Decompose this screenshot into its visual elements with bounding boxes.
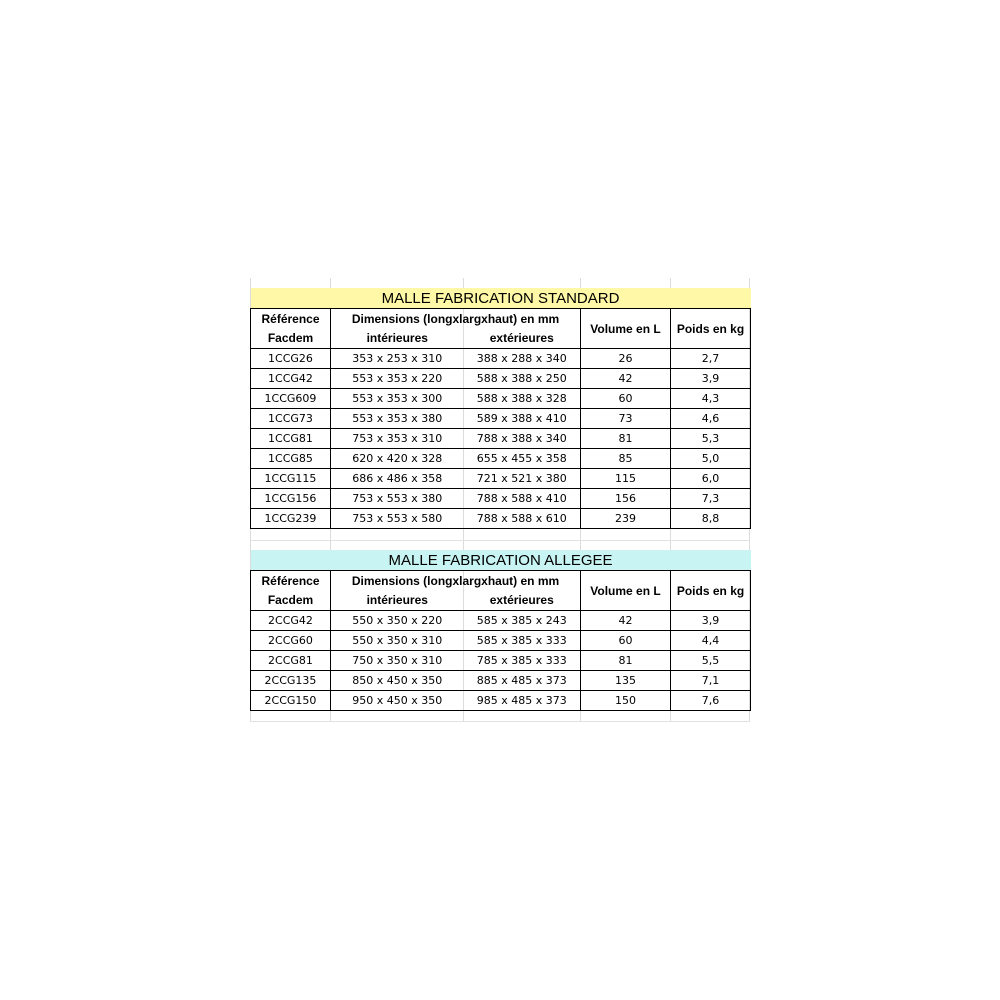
interior-dims-cell: 550 x 350 x 310 xyxy=(331,631,464,651)
table-row xyxy=(251,469,751,489)
volume-cell: 42 xyxy=(581,369,671,389)
reference-cell: 1CCG26 xyxy=(251,349,331,369)
reference-cell: 1CCG42 xyxy=(251,369,331,389)
weight-cell: 7,3 xyxy=(671,489,751,509)
exterior-dims-cell: 788 x 388 x 340 xyxy=(464,429,581,449)
header-reference-line2: Facdem xyxy=(251,329,331,349)
weight-cell: 2,7 xyxy=(671,349,751,369)
table-row xyxy=(251,651,751,671)
reference-cell: 1CCG156 xyxy=(251,489,331,509)
weight-cell: 5,5 xyxy=(671,651,751,671)
header-dims-interior: intérieures xyxy=(331,329,464,349)
header-dimensions: Dimensions (longxlargxhaut) en mm xyxy=(331,309,581,329)
exterior-dims-cell: 721 x 521 x 380 xyxy=(464,469,581,489)
exterior-dims-cell: 788 x 588 x 410 xyxy=(464,489,581,509)
interior-dims-cell: 753 x 553 x 580 xyxy=(331,509,464,529)
header-reference-line2: Facdem xyxy=(251,591,331,611)
weight-cell: 7,1 xyxy=(671,671,751,691)
table-body xyxy=(251,611,751,711)
interior-dims-cell: 686 x 486 x 358 xyxy=(331,469,464,489)
table-row xyxy=(251,349,751,369)
interior-dims-cell: 553 x 353 x 380 xyxy=(331,409,464,429)
table-row xyxy=(251,369,751,389)
reference-cell: 1CCG85 xyxy=(251,449,331,469)
reference-cell: 1CCG609 xyxy=(251,389,331,409)
exterior-dims-cell: 585 x 385 x 243 xyxy=(464,611,581,631)
volume-cell: 73 xyxy=(581,409,671,429)
interior-dims-cell: 353 x 253 x 310 xyxy=(331,349,464,369)
table-title: MALLE FABRICATION ALLEGEE xyxy=(251,550,751,571)
weight-cell: 4,3 xyxy=(671,389,751,409)
interior-dims-cell: 553 x 353 x 300 xyxy=(331,389,464,409)
header-volume: Volume en L xyxy=(581,309,671,349)
standard-table xyxy=(250,288,751,529)
weight-cell: 4,6 xyxy=(671,409,751,429)
volume-cell: 150 xyxy=(581,691,671,711)
volume-cell: 115 xyxy=(581,469,671,489)
reference-cell: 1CCG115 xyxy=(251,469,331,489)
volume-cell: 26 xyxy=(581,349,671,369)
lightweight-table xyxy=(250,550,751,711)
interior-dims-cell: 553 x 353 x 220 xyxy=(331,369,464,389)
weight-cell: 7,6 xyxy=(671,691,751,711)
table-row xyxy=(251,509,751,529)
table-row xyxy=(251,409,751,429)
volume-cell: 60 xyxy=(581,631,671,651)
weight-cell: 5,0 xyxy=(671,449,751,469)
volume-cell: 42 xyxy=(581,611,671,631)
table-row xyxy=(251,611,751,631)
interior-dims-cell: 550 x 350 x 220 xyxy=(331,611,464,631)
header-dims-exterior: extérieures xyxy=(464,591,581,611)
header-dimensions: Dimensions (longxlargxhaut) en mm xyxy=(331,571,581,591)
reference-cell: 2CCG135 xyxy=(251,671,331,691)
exterior-dims-cell: 985 x 485 x 373 xyxy=(464,691,581,711)
table-row xyxy=(251,429,751,449)
exterior-dims-cell: 589 x 388 x 410 xyxy=(464,409,581,429)
table-row xyxy=(251,691,751,711)
volume-cell: 81 xyxy=(581,651,671,671)
interior-dims-cell: 750 x 350 x 310 xyxy=(331,651,464,671)
interior-dims-cell: 850 x 450 x 350 xyxy=(331,671,464,691)
header-dims-interior: intérieures xyxy=(331,591,464,611)
interior-dims-cell: 753 x 353 x 310 xyxy=(331,429,464,449)
exterior-dims-cell: 788 x 588 x 610 xyxy=(464,509,581,529)
grid-row-line xyxy=(250,540,750,541)
reference-cell: 1CCG239 xyxy=(251,509,331,529)
table-title: MALLE FABRICATION STANDARD xyxy=(251,288,751,309)
header-reference: Référence xyxy=(251,571,331,591)
reference-cell: 2CCG60 xyxy=(251,631,331,651)
table-row xyxy=(251,671,751,691)
table-body xyxy=(251,349,751,529)
reference-cell: 1CCG73 xyxy=(251,409,331,429)
grid-row-line xyxy=(250,721,750,722)
volume-cell: 85 xyxy=(581,449,671,469)
exterior-dims-cell: 655 x 455 x 358 xyxy=(464,449,581,469)
weight-cell: 3,9 xyxy=(671,611,751,631)
weight-cell: 4,4 xyxy=(671,631,751,651)
weight-cell: 6,0 xyxy=(671,469,751,489)
reference-cell: 2CCG42 xyxy=(251,611,331,631)
volume-cell: 81 xyxy=(581,429,671,449)
header-volume: Volume en L xyxy=(581,571,671,611)
table-row xyxy=(251,389,751,409)
exterior-dims-cell: 388 x 288 x 340 xyxy=(464,349,581,369)
header-dims-exterior: extérieures xyxy=(464,329,581,349)
weight-cell: 8,8 xyxy=(671,509,751,529)
header-weight: Poids en kg xyxy=(671,309,751,349)
exterior-dims-cell: 588 x 388 x 328 xyxy=(464,389,581,409)
reference-cell: 2CCG81 xyxy=(251,651,331,671)
volume-cell: 60 xyxy=(581,389,671,409)
volume-cell: 156 xyxy=(581,489,671,509)
reference-cell: 1CCG81 xyxy=(251,429,331,449)
reference-cell: 2CCG150 xyxy=(251,691,331,711)
weight-cell: 5,3 xyxy=(671,429,751,449)
volume-cell: 239 xyxy=(581,509,671,529)
interior-dims-cell: 620 x 420 x 328 xyxy=(331,449,464,469)
exterior-dims-cell: 885 x 485 x 373 xyxy=(464,671,581,691)
weight-cell: 3,9 xyxy=(671,369,751,389)
volume-cell: 135 xyxy=(581,671,671,691)
exterior-dims-cell: 785 x 385 x 333 xyxy=(464,651,581,671)
table-row xyxy=(251,489,751,509)
interior-dims-cell: 753 x 553 x 380 xyxy=(331,489,464,509)
header-reference: Référence xyxy=(251,309,331,329)
table-row xyxy=(251,631,751,651)
exterior-dims-cell: 588 x 388 x 250 xyxy=(464,369,581,389)
interior-dims-cell: 950 x 450 x 350 xyxy=(331,691,464,711)
exterior-dims-cell: 585 x 385 x 333 xyxy=(464,631,581,651)
header-weight: Poids en kg xyxy=(671,571,751,611)
table-row xyxy=(251,449,751,469)
spreadsheet xyxy=(250,278,750,722)
